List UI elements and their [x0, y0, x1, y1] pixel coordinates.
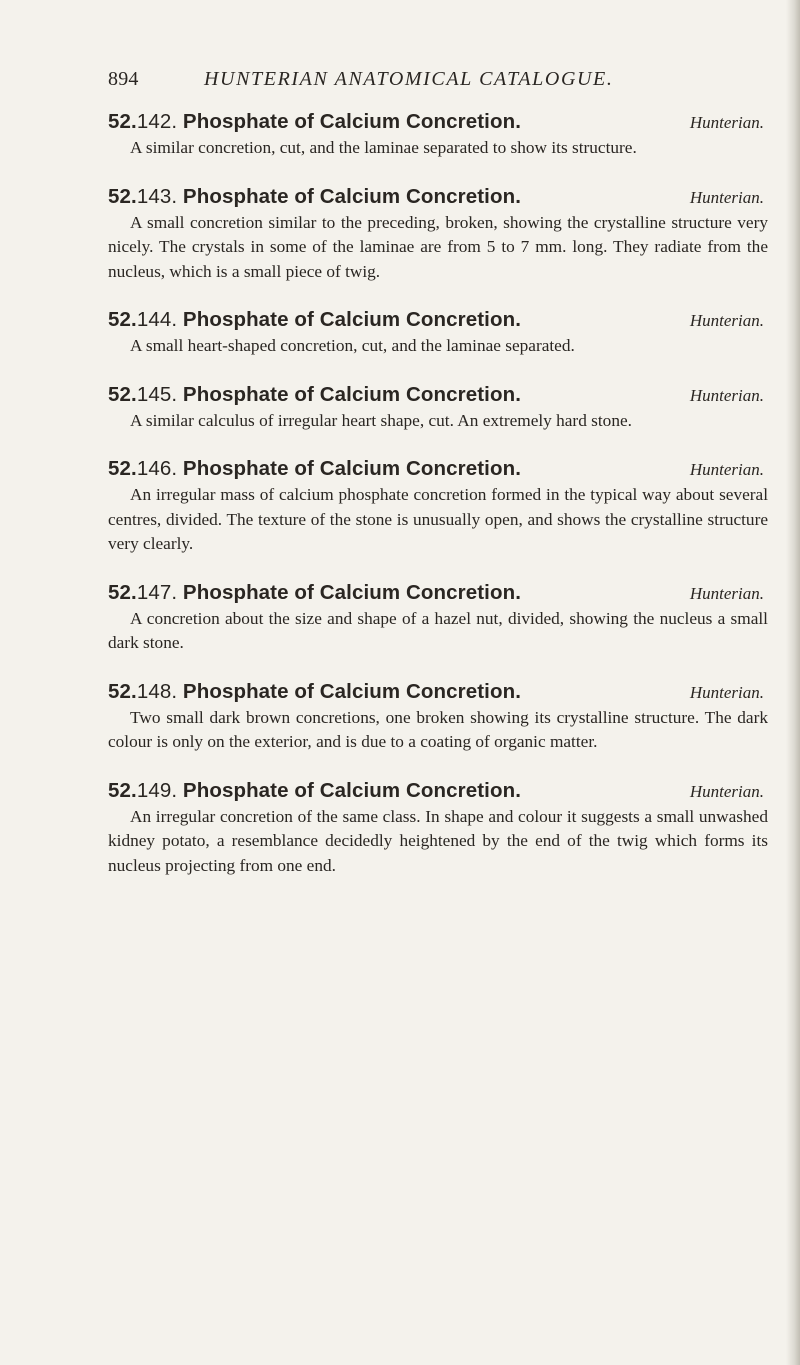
entry-description: An irregular concretion of the same class. In shape and colour it suggests a small unwashed kidney potato, a resemblance decidedly heightened by the end of the twig which forms its nucleus projecting from one end. [108, 806, 768, 875]
entry-number-major: 52. [108, 457, 137, 480]
entry-description: An irregular mass of calcium phosphate concretion formed in the typical way about several centres, divided. The texture of the stone is unusually open, and shows the crystalline structure very clearly. [108, 485, 768, 553]
entry-collection: Hunterian. [689, 311, 764, 330]
entry-number-major: 52. [108, 580, 137, 604]
catalogue-entry [108, 383, 768, 434]
entry-title [108, 383, 521, 407]
entry-number-minor: 146. [136, 457, 178, 480]
entry-title-text: Phosphate of Calcium Concretion. [182, 580, 521, 604]
entry-collection: Hunterian. [689, 781, 764, 801]
entry-heading [108, 110, 768, 134]
entry-title-text: Phosphate of Calcium Concretion. [182, 457, 521, 480]
entry-number-minor: 147. [136, 580, 178, 604]
entry-collection: Hunterian. [689, 113, 764, 132]
entry-number-minor: 142. [136, 110, 178, 133]
running-title: HUNTERIAN ANATOMICAL CATALOGUE. [204, 68, 614, 90]
entry-description: A small heart-shaped concretion, cut, and the laminae separated. [130, 336, 575, 355]
page-number: 894 [108, 68, 139, 90]
entry-number-major: 52. [108, 308, 137, 331]
entry-heading [108, 581, 768, 605]
entry-description: A similar calculus of irregular heart shape, cut. An extremely hard stone. [130, 410, 632, 430]
running-header [108, 68, 768, 91]
entry-collection: Hunterian. [689, 682, 764, 702]
entry-title [108, 680, 521, 704]
entry-heading [108, 383, 768, 407]
entry-number-major: 52. [108, 778, 137, 802]
entry-title-text: Phosphate of Calcium Concretion. [182, 110, 521, 133]
entry-title [108, 185, 521, 209]
catalogue-entry [108, 308, 768, 359]
entry-description: A similar concretion, cut, and the laminae separated to show its structure. [130, 138, 637, 157]
page-edge-shadow [786, 0, 800, 1365]
entry-heading [108, 457, 768, 481]
entry-number-minor: 148. [136, 679, 178, 703]
entry-heading [108, 779, 768, 803]
entry-number-minor: 145. [136, 382, 178, 406]
entry-title [108, 581, 521, 605]
entry-number-minor: 143. [136, 184, 178, 208]
catalogue-entry [108, 779, 768, 879]
catalogue-entry [108, 185, 768, 285]
entry-heading [108, 680, 768, 704]
entry-number-major: 52. [108, 110, 137, 133]
entry-title-text: Phosphate of Calcium Concretion. [182, 778, 521, 802]
entry-heading [108, 308, 768, 332]
entry-title-text: Phosphate of Calcium Concretion. [182, 184, 521, 208]
entry-title-text: Phosphate of Calcium Concretion. [182, 382, 521, 406]
entry-description: A concretion about the size and shape of a hazel nut, divided, showing the nucleus a small dark stone. [108, 608, 768, 652]
catalogue-entry [108, 457, 768, 557]
entry-description: Two small dark brown concretions, one broken showing its crystalline structure. The dark colour is only on the exterior, and is due to a coating of organic matter. [108, 707, 768, 751]
entry-number-major: 52. [108, 184, 137, 208]
entry-title [108, 457, 521, 481]
entry-collection: Hunterian. [689, 583, 764, 603]
entry-title [108, 779, 521, 803]
entry-number-major: 52. [108, 679, 137, 703]
entry-number-major: 52. [108, 382, 137, 406]
catalogue-entries [108, 110, 768, 902]
entry-collection: Hunterian. [689, 187, 764, 207]
entry-title-text: Phosphate of Calcium Concretion. [182, 679, 521, 703]
entry-collection: Hunterian. [689, 385, 764, 405]
entry-title [108, 308, 521, 332]
catalogue-entry [108, 680, 768, 755]
catalogue-entry [108, 581, 768, 656]
catalogue-entry [108, 110, 768, 161]
entry-number-minor: 149. [136, 778, 178, 802]
entry-number-minor: 144. [136, 308, 178, 331]
entry-title [108, 110, 521, 134]
entry-description: A small concretion similar to the preceding, broken, showing the crystalline structure very nicely. The crystals in some of the laminae are from 5 to 7 mm. long. They radiate from the nucleus, which is a small piece of twig. [108, 212, 768, 281]
entry-title-text: Phosphate of Calcium Concretion. [182, 308, 521, 331]
entry-collection: Hunterian. [689, 460, 764, 479]
entry-heading [108, 185, 768, 209]
